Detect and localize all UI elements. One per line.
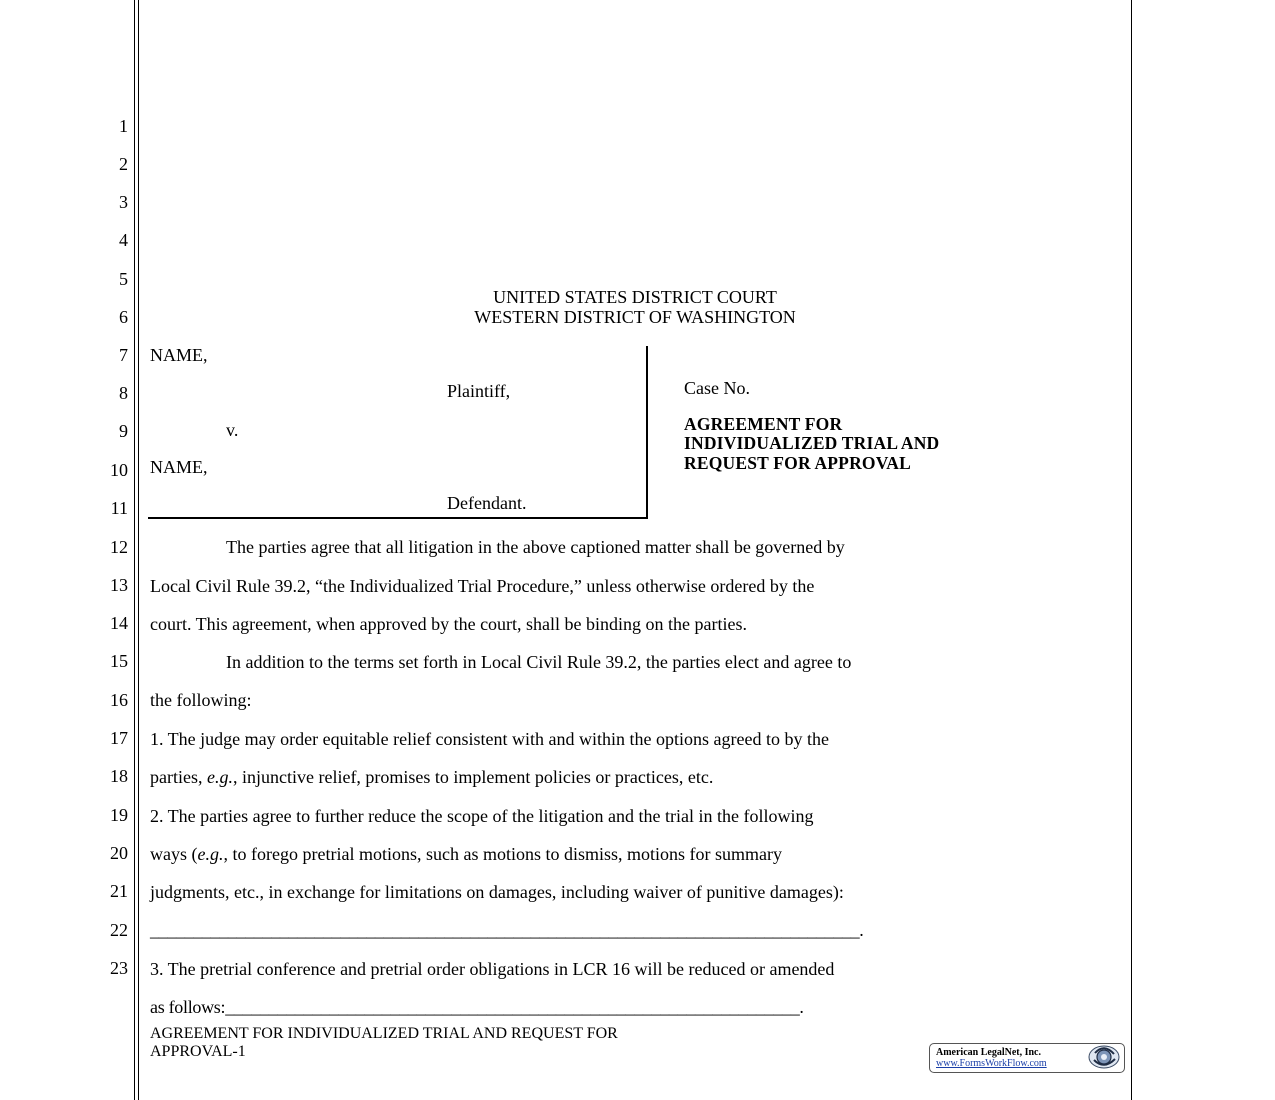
globe-swirl-icon — [1087, 1045, 1121, 1069]
line-number: 22 — [110, 920, 128, 940]
left-margin-rule-inner — [138, 0, 139, 1100]
plaintiff-label: Plaintiff, — [447, 381, 511, 401]
line-number: 21 — [110, 881, 128, 901]
item-1-text-a: parties, — [150, 767, 207, 787]
item-2-eg: e.g. — [197, 844, 224, 864]
right-margin-rule — [1131, 0, 1132, 1100]
footer-title-line-2: APPROVAL-1 — [150, 1043, 246, 1060]
plaintiff-name: NAME, — [150, 345, 208, 365]
line-number: 11 — [110, 498, 128, 518]
paragraph-2-line-1: In addition to the terms set forth in Local Civil Rule 39.2, the parties elect and agree to — [226, 652, 852, 672]
item-2-text-b: , to forego pretrial motions, such as motions to dismiss, motions for summary — [223, 844, 782, 864]
line-number: 5 — [119, 269, 128, 289]
line-number: 7 — [119, 345, 128, 365]
line-number: 1 — [119, 116, 128, 136]
line-number: 19 — [110, 805, 128, 825]
versus: v. — [226, 420, 239, 440]
item-2-text-a: ways ( — [150, 844, 198, 864]
item-2-blank-line: __________________________________________________________________________________. — [150, 920, 864, 940]
line-number: 20 — [110, 843, 128, 863]
document-title-line-3: REQUEST FOR APPROVAL — [684, 453, 912, 473]
footer-title-line-1: AGREEMENT FOR INDIVIDUALIZED TRIAL AND REQUEST FOR — [150, 1025, 618, 1042]
caption-divider-vertical — [646, 346, 648, 519]
left-margin-rule-outer — [134, 0, 135, 1100]
paragraph-1-line-3: court. This agreement, when approved by the court, shall be binding on the parties. — [150, 614, 748, 634]
line-number: 23 — [110, 958, 128, 978]
document-title-line-1: AGREEMENT FOR — [684, 414, 843, 434]
court-name: UNITED STATES DISTRICT COURT — [493, 287, 777, 307]
item-1-text-b: , injunctive relief, promises to implement policies or practices, etc. — [232, 767, 714, 787]
item-1-line-2 — [150, 767, 713, 787]
item-1-eg: e.g. — [206, 767, 233, 787]
item-2-line-2 — [150, 844, 782, 864]
line-number: 16 — [110, 690, 128, 710]
line-number: 14 — [110, 613, 128, 633]
case-number-label: Case No. — [684, 378, 750, 398]
line-number: 4 — [119, 230, 128, 250]
logo-website-link[interactable]: www.FormsWorkFlow.com — [936, 1058, 1047, 1069]
logo-company-name: American LegalNet, Inc. — [936, 1047, 1041, 1058]
line-number: 8 — [119, 383, 128, 403]
line-number: 10 — [110, 460, 128, 480]
item-2-line-1: 2. The parties agree to further reduce the scope of the litigation and the trial in the following — [150, 806, 814, 826]
line-number: 2 — [119, 154, 128, 174]
line-number: 3 — [119, 192, 128, 212]
line-number: 18 — [110, 766, 128, 786]
line-number: 12 — [110, 537, 128, 557]
item-2-line-3: judgments, etc., in exchange for limitations on damages, including waiver of punitive damages): — [150, 882, 844, 902]
line-number: 9 — [119, 421, 128, 441]
item-3-line-2: as follows:__________________________________________________________________. — [150, 997, 804, 1017]
line-number: 17 — [110, 728, 128, 748]
american-legalnet-logo — [929, 1043, 1125, 1073]
defendant-name: NAME, — [150, 457, 208, 477]
paragraph-1-line-2: Local Civil Rule 39.2, “the Individualized Trial Procedure,” unless otherwise ordered by the — [150, 576, 815, 596]
document-title-line-2: INDIVIDUALIZED TRIAL AND — [684, 433, 940, 453]
court-district: WESTERN DISTRICT OF WASHINGTON — [474, 307, 796, 327]
line-number: 15 — [110, 651, 128, 671]
item-3-line-1: 3. The pretrial conference and pretrial order obligations in LCR 16 will be reduced or amended — [150, 959, 835, 979]
caption-divider-horizontal — [148, 517, 648, 519]
line-number: 13 — [110, 575, 128, 595]
item-1-line-1: 1. The judge may order equitable relief consistent with and within the options agreed to by the — [150, 729, 829, 749]
paragraph-2-line-2: the following: — [150, 690, 252, 710]
line-number: 6 — [119, 307, 128, 327]
paragraph-1-line-1: The parties agree that all litigation in the above captioned matter shall be governed by — [226, 537, 845, 557]
defendant-label: Defendant. — [447, 493, 527, 513]
